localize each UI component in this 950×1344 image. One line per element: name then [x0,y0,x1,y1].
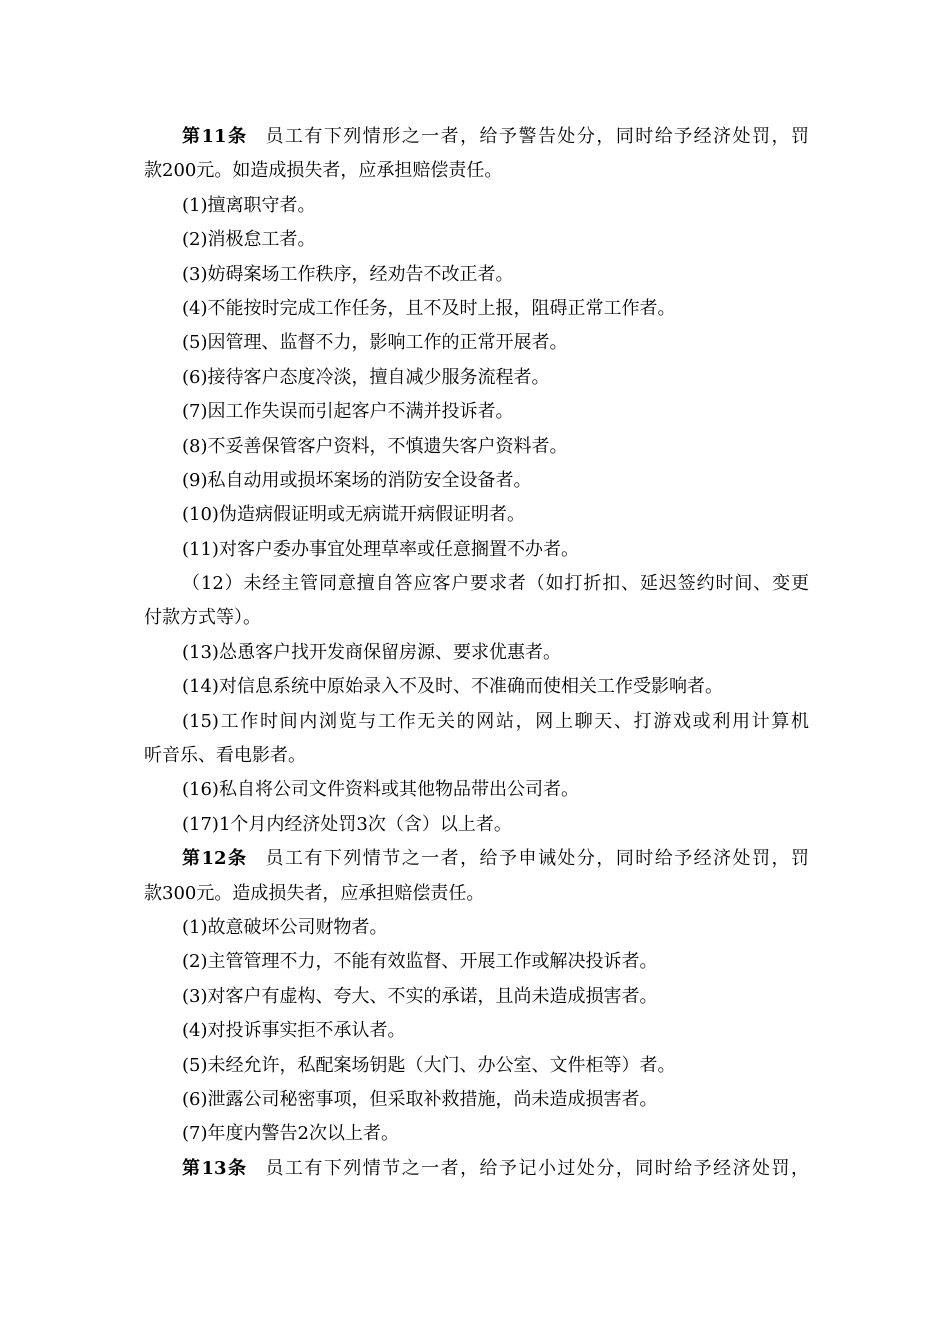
article-11-item-9: (9)私自动用或损坏案场的消防安全设备者。 [182,469,532,491]
article-11-item-15-line1: (15)工作时间内浏览与工作无关的网站，网上聊天、打游戏或利用计算机 [182,710,809,732]
article-11-item-6: (6)接待客户态度冷淡，擅自减少服务流程者。 [182,366,550,388]
article-11-item-4: (4)不能按时完成工作任务，且不及时上报，阻碍正常工作者。 [182,297,676,319]
article-12-number: 第12条 [182,848,248,870]
article-11-item-16: (16)私自将公司文件资料或其他物品带出公司者。 [182,779,579,801]
article-12-item-5: (5)未经允许，私配案场钥匙（大门、办公室、文件柜等）者。 [182,1054,676,1076]
article-11-item-1: (1)擅离职守者。 [182,194,316,216]
article-12-item-4: (4)对投诉事实拒不承认者。 [182,1020,406,1042]
article-12-item-7: (7)年度内警告2次以上者。 [182,1123,399,1145]
article-11-item-3: (3)妨碍案场工作秩序，经劝告不改正者。 [182,263,514,285]
article-11-item-15-line2: 听音乐、看电影者。 [144,745,306,767]
article-12-text-line1: 员工有下列情节之一者，给予申诫处分，同时给予经济处罚，罚 [265,848,809,870]
article-11-item-10: (10)伪造病假证明或无病谎开病假证明者。 [182,504,525,526]
article-11-text-line2: 款200元。如造成损失者，应承担赔偿责任。 [144,160,503,182]
article-11-text-line1: 员工有下列情形之一者，给予警告处分，同时给予经济处罚，罚 [265,126,809,147]
article-12-text-line2: 款300元。造成损失者，应承担赔偿责任。 [144,882,485,904]
article-11-item-2: (2)消极怠工者。 [182,229,316,251]
article-11-item-17: (17)1个月内经济处罚3次（含）以上者。 [182,813,512,835]
article-11-number: 第11条 [182,126,248,147]
article-11-item-12-line1: （12）未经主管同意擅自答应客户要求者（如打折扣、延迟签约时间、变更 [182,573,809,595]
article-11-item-8: (8)不妥善保管客户资料，不慎遗失客户资料者。 [182,435,568,457]
article-11-item-11: (11)对客户委办事宜处理草率或任意搁置不办者。 [182,538,579,560]
article-12-item-2: (2)主管管理不力，不能有效监督、开展工作或解决投诉者。 [182,951,658,973]
document-body [144,120,809,1186]
article-11-item-14: (14)对信息系统中原始录入不及时、不准确而使相关工作受影响者。 [182,676,723,698]
article-12-item-6: (6)泄露公司秘密事项，但采取补救措施，尚未造成损害者。 [182,1088,658,1110]
article-12-heading [144,842,809,876]
article-11-item-7: (7)因工作失误而引起客户不满并投诉者。 [182,401,514,423]
article-11-heading [144,120,809,154]
article-13-text-line1: 员工有下列情节之一者，给予记小过处分，同时给予经济处罚， [265,1157,809,1179]
article-11-item-13: (13)怂恿客户找开发商保留房源、要求优惠者。 [182,641,561,663]
article-12-item-3: (3)对客户有虚构、夸大、不实的承诺，且尚未造成损害者。 [182,985,658,1007]
article-11-item-5: (5)因管理、监督不力，影响工作的正常开展者。 [182,332,568,354]
article-13-heading [144,1152,809,1186]
article-13-number: 第13条 [182,1157,248,1179]
article-11-item-12-line2: 付款方式等）。 [144,607,261,629]
article-12-item-1: (1)故意破坏公司财物者。 [182,916,388,938]
